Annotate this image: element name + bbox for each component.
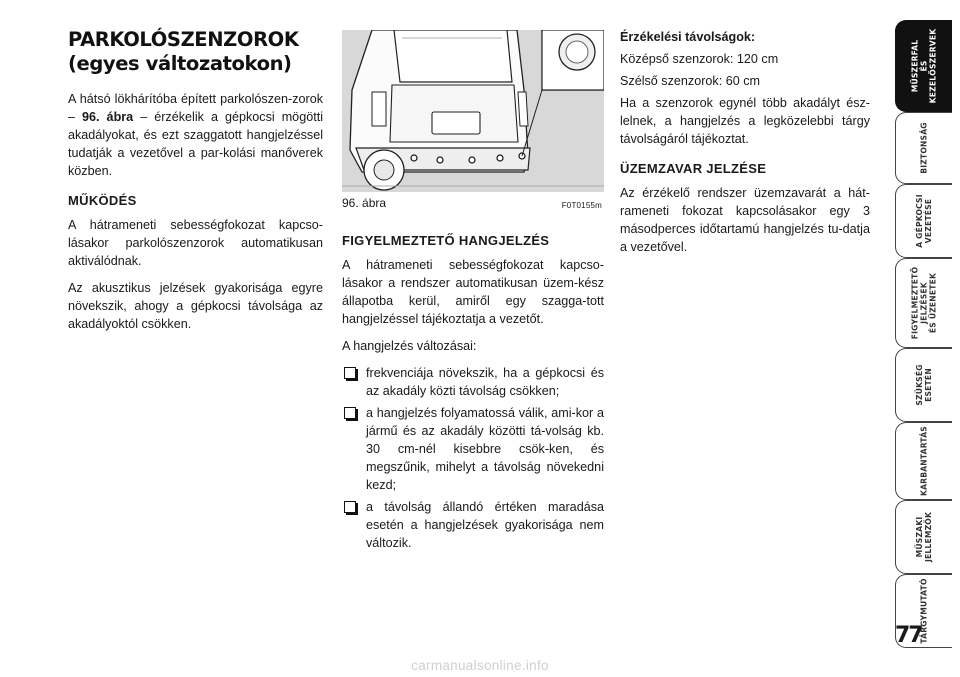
- left-column: [68, 28, 323, 342]
- checkbox-bullet-icon: [344, 407, 356, 419]
- list-item: [342, 498, 604, 552]
- rear-van-illustration: [342, 30, 604, 192]
- list-item: [342, 404, 604, 494]
- watermark: carmanualsonline.info: [411, 658, 549, 673]
- mukodes-paragraph-2: Az akusztikus jelzések gyakorisága egyre növekszik, ahogy a gépkocsi távolsága az akadályoktól csökken.: [68, 281, 323, 331]
- title-line-2: (egyes változatokon): [68, 52, 292, 75]
- tab-muszerfal[interactable]: [895, 20, 952, 112]
- right-column: [620, 28, 870, 265]
- side-sensor-distance: Szélső szenzorok: 60 cm: [620, 74, 760, 88]
- tab-figyelmezteto-jelzesek[interactable]: [895, 258, 952, 348]
- figure-caption-row: [342, 192, 604, 210]
- van-rear-drawing: [342, 30, 604, 192]
- warning-sound-paragraph: A hátrameneti sebességfokozat kapcso-lásakor a rendszer automatikusan üzem-kész állapotba kerül, amiről egy szagga-tott hangjelzéssel tájékoztatja a vezetőt.: [342, 258, 604, 326]
- fault-paragraph: Az érzékelő rendszer üzemzavarát a hát-rameneti fokozat kapcsolásakor egy 3 másodperces időtartamú hangjelzés tu-datja a vezetővel.: [620, 186, 870, 254]
- tab-label: TÁRGYMUTATÓ: [919, 578, 929, 644]
- middle-column: [342, 30, 604, 556]
- tab-muszaki-jellemzok[interactable]: [895, 500, 952, 574]
- intro-paragraph: [68, 90, 323, 180]
- center-sensor-distance: Középső szenzorok: 120 cm: [620, 52, 779, 66]
- warning-sound-heading: FIGYELMEZTETŐ HANGJELZÉS: [342, 233, 550, 248]
- tab-label: MŰSZAKI JELLEMZŐK: [915, 511, 933, 563]
- tab-gepkocsi-vezetese[interactable]: [895, 184, 952, 258]
- variations-intro: A hangjelzés változásai:: [342, 339, 477, 353]
- list-item-text: a hangjelzés folyamatossá válik, ami-kor a jármű és az akadály közötti tá-volság kb. 30 cm-nél kisebbre csök-ken, és megszűnik, mihelyt a távolság növekedni kezd;: [366, 406, 604, 492]
- page-number: 77: [895, 623, 922, 648]
- checkbox-bullet-icon: [344, 367, 356, 379]
- checkbox-bullet-icon: [344, 501, 356, 513]
- figure-caption: 96. ábra: [342, 196, 387, 210]
- list-item: [342, 364, 604, 400]
- tab-biztonsag[interactable]: [895, 112, 952, 184]
- tab-label: SZÜKSÉG ESETÉN: [915, 364, 933, 406]
- mukodes-paragraph-1: A hátrameneti sebességfokozat kapcso-lásakor parkolószenzorok automatikusan aktiválódnak.: [68, 218, 323, 268]
- distances-heading: Érzékelési távolságok:: [620, 30, 756, 44]
- variations-list: [342, 364, 604, 552]
- section-title: [68, 28, 323, 76]
- figure-code: F0T0155m: [561, 201, 602, 210]
- list-item-text: frekvenciája növekszik, ha a gépkocsi és az akadály közti távolság csökken;: [366, 366, 604, 398]
- figure-96: [342, 30, 604, 210]
- tab-label: KARBANTARTÁS: [919, 426, 929, 496]
- multiple-obstacles-paragraph: Ha a szenzorok egynél több akadályt ész-lelnek, a hangjelzés a legközelebbi tárgy távolságáról tájékoztat.: [620, 96, 870, 146]
- intro-text-end: – érzékelik a gépkocsi mögötti akadályokat, és ezt szaggatott hangjelzéssel tudatják a vezetővel a par-kolási manőverek közben.: [68, 110, 323, 178]
- list-item-text: a távolság állandó értéken maradása esetén a hangjelzések gyakorisága nem változik.: [366, 500, 604, 550]
- intro-text-start: A hátsó lökhárítóba épített parkolószen-zorok –: [68, 92, 323, 124]
- tab-label: A GÉPKOCSI VEZETÉSE: [915, 194, 933, 248]
- tab-label: FIGYELMEZTETŐ JELZÉSEK ÉS ÜZENETEK: [910, 266, 938, 340]
- tab-label: MŰSZERFAL ÉS KEZELŐSZERVEK: [910, 28, 938, 104]
- tab-label: BIZTONSÁG: [919, 122, 929, 174]
- tab-szukseg-eseten[interactable]: [895, 348, 952, 422]
- fault-heading: ÜZEMZAVAR JELZÉSE: [620, 161, 767, 176]
- figure-reference: 96. ábra: [82, 110, 134, 124]
- mukodes-heading: MŰKÖDÉS: [68, 193, 137, 208]
- title-line-1: PARKOLÓSZENZOROK: [68, 28, 299, 51]
- tab-karbantartas[interactable]: [895, 422, 952, 500]
